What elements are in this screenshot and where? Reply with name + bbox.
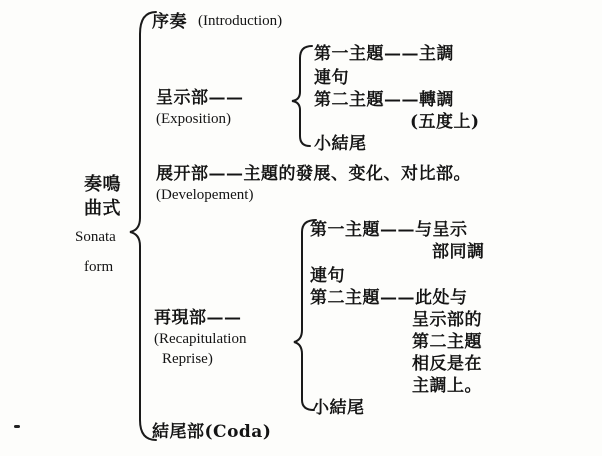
exposition-bridge: 連句	[314, 68, 349, 88]
recapitulation-en-1: (Recapitulation	[154, 331, 247, 347]
recap-bridge: 連句	[310, 266, 345, 286]
recap-second-theme: 第二主題——此处与	[310, 288, 468, 308]
recap-first-theme-cont: 部同調	[432, 242, 485, 262]
exposition-brace	[292, 46, 312, 146]
exposition-label: 呈示部——	[156, 88, 244, 108]
main-brace	[130, 12, 156, 440]
exposition-en: (Exposition)	[156, 111, 231, 127]
recap-second-theme-cont-4: 主調上。	[412, 376, 482, 396]
print-mark	[14, 425, 20, 428]
development-en: (Developement)	[156, 187, 254, 203]
recapitulation-en-2: Reprise)	[162, 351, 213, 367]
development-label: 展开部——主題的發展、变化、对比部。	[156, 164, 471, 184]
coda-label: 結尾部(Coda)	[152, 422, 272, 442]
recap-second-theme-cont-1: 呈示部的	[412, 310, 482, 330]
root-title-en-1: Sonata	[75, 229, 116, 245]
root-title-zh-2: 曲式	[84, 198, 121, 219]
exposition-second-theme-note: (五度上)	[410, 112, 480, 132]
recapitulation-brace	[294, 220, 316, 410]
intro-label: 序奏	[152, 12, 187, 32]
root-title-zh-1: 奏鳴	[84, 174, 121, 195]
root-title-en-2: form	[84, 259, 114, 275]
recap-first-theme: 第一主題——与呈示	[310, 220, 468, 240]
recap-second-theme-cont-3: 相反是在	[412, 354, 482, 374]
exposition-first-theme: 第一主題——主調	[314, 44, 454, 64]
recapitulation-label: 再現部——	[154, 308, 242, 328]
exposition-second-theme: 第二主題——轉調	[314, 90, 454, 110]
recap-second-theme-cont-2: 第二主題	[412, 332, 482, 352]
exposition-codetta: 小結尾	[314, 134, 367, 154]
intro-en: (Introduction)	[198, 13, 283, 29]
recap-codetta: 小結尾	[312, 398, 365, 418]
